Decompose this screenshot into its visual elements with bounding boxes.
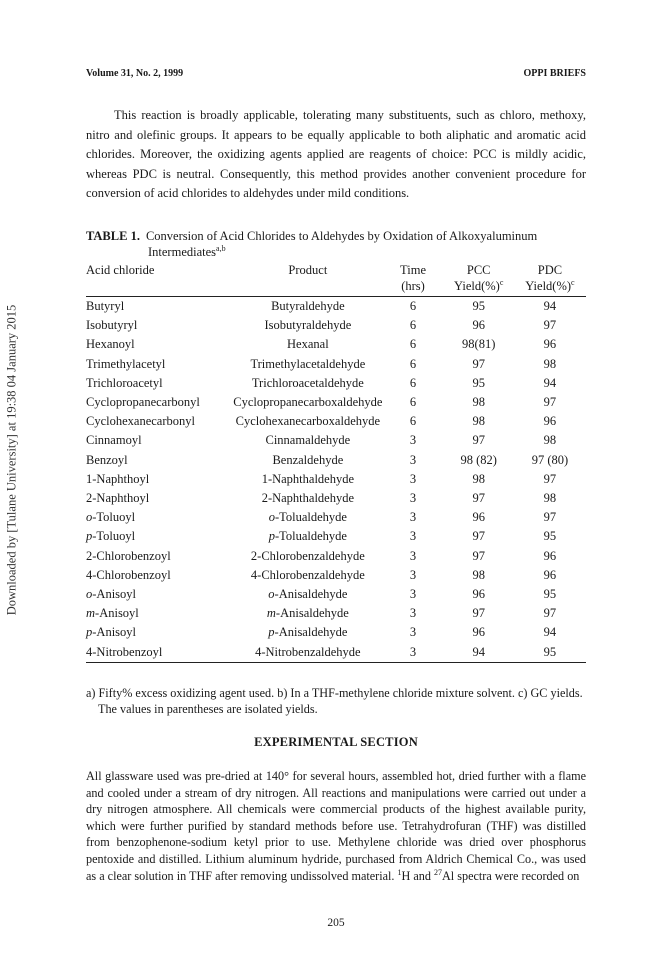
download-watermark	[0, 230, 24, 690]
running-header	[86, 68, 586, 84]
cell-acid-chloride: 4-Chlorobenzoyl	[86, 567, 171, 582]
cell-time: 6	[409, 414, 417, 429]
table-row	[86, 393, 586, 412]
header-acid-chloride: Acid chloride	[86, 263, 155, 277]
cell-pcc-yield: 97	[472, 491, 485, 506]
cell-acid-chloride: Isobutyryl	[86, 318, 138, 333]
cell-pdc-yield: 97	[543, 471, 557, 486]
table-row	[86, 643, 586, 663]
cell-time: 3	[409, 529, 417, 544]
header-row-1	[86, 262, 586, 278]
cell-product: 2-Chlorobenzaldehyde	[250, 548, 365, 563]
cell-time: 3	[382, 643, 443, 663]
cell-pdc-yield: 97	[543, 318, 557, 333]
cell-acid-chloride: Trichloroacetyl	[86, 375, 163, 390]
cell-time: 3	[409, 510, 417, 525]
cell-acid-chloride: Trimethylacetyl	[86, 356, 166, 371]
cell-product: 1-Naphthaldehyde	[261, 471, 355, 486]
cell-acid-chloride: Cinnamoyl	[86, 433, 142, 448]
cell-pdc-yield: 96	[543, 337, 557, 352]
cell-product: o-Tolualdehyde	[268, 510, 347, 525]
cell-time: 3	[409, 471, 417, 486]
cell-product: Cyclohexanecarboxaldehyde	[235, 414, 381, 429]
table-row	[86, 604, 586, 623]
cell-time: 6	[409, 395, 417, 410]
cell-pdc-yield: 94	[543, 299, 557, 313]
cell-product: o-Anisaldehyde	[268, 587, 348, 602]
table-footnote	[86, 685, 586, 717]
table-row	[86, 489, 586, 508]
cell-acid-chloride: Butyryl	[86, 299, 125, 313]
cell-product: Butyraldehyde	[271, 299, 345, 313]
page-number: 205	[327, 917, 345, 929]
cell-pcc-yield: 97	[472, 356, 485, 371]
results-table-body	[86, 297, 586, 663]
cell-pcc-yield: 98	[472, 567, 485, 582]
header-product: Product	[288, 263, 328, 277]
download-watermark-text: Downloaded by [Tulane University] at 19:38 04 January 2015	[4, 304, 19, 616]
cell-time: 3	[409, 567, 417, 582]
header-row-2	[86, 278, 586, 297]
cell-pcc-yield: 97	[472, 433, 485, 448]
cell-product: m-Anisaldehyde	[266, 606, 349, 621]
table-row	[86, 566, 586, 585]
table-row	[86, 623, 586, 642]
cell-time: 3	[409, 606, 417, 621]
cell-product: p-Anisaldehyde	[268, 625, 348, 640]
cell-acid-chloride: p-Anisoyl	[86, 625, 136, 640]
cell-acid-chloride: 4-Nitrobenzoyl	[86, 643, 233, 663]
cell-product: Trichloroacetaldehyde	[251, 375, 364, 390]
table-row	[86, 316, 586, 335]
journal-section: OPPI BRIEFS	[523, 68, 586, 79]
table-row	[86, 355, 586, 374]
cell-time: 3	[409, 587, 417, 602]
cell-pcc-yield: 98	[472, 414, 485, 429]
cell-acid-chloride: 2-Naphthoyl	[86, 491, 150, 506]
table-row	[86, 470, 586, 489]
cell-pdc-yield: 98	[543, 433, 557, 448]
cell-pcc-yield: 95	[472, 299, 485, 313]
cell-acid-chloride: p-Toluoyl	[86, 529, 136, 544]
cell-time: 3	[409, 433, 417, 448]
cell-time: 3	[409, 452, 417, 467]
cell-pcc-yield: 97	[472, 606, 485, 621]
cell-pdc-yield: 95	[543, 587, 557, 602]
cell-pcc-yield: 97	[472, 529, 485, 544]
cell-pdc-yield: 95	[543, 529, 557, 544]
cell-acid-chloride: Cyclohexanecarbonyl	[86, 414, 195, 429]
cell-acid-chloride: o-Anisoyl	[86, 587, 136, 602]
cell-pcc-yield: 98 (82)	[460, 452, 497, 467]
cell-product: Hexanal	[287, 337, 329, 352]
cell-time: 6	[409, 318, 417, 333]
cell-pdc-yield: 96	[543, 414, 557, 429]
cell-pdc-yield: 95	[514, 643, 586, 663]
table-row	[86, 431, 586, 450]
cell-acid-chloride: Hexanoyl	[86, 337, 135, 352]
header-pcc: PCC	[466, 263, 491, 277]
table-caption-sup: a,b	[216, 243, 226, 253]
cell-acid-chloride: 1-Naphthoyl	[86, 471, 150, 486]
cell-pcc-yield: 96	[472, 510, 485, 525]
cell-time: 6	[409, 356, 417, 371]
cell-pdc-yield: 97	[543, 395, 557, 410]
table-row	[86, 547, 586, 566]
header-time: Time	[400, 263, 426, 277]
table-caption-line2-wrap	[86, 244, 586, 260]
cell-time: 3	[409, 625, 417, 640]
table-caption-line2: Intermediates	[148, 245, 217, 259]
table-row	[86, 297, 586, 317]
cell-product: Benzaldehyde	[272, 452, 344, 467]
cell-product: 4-Chlorobenzaldehyde	[250, 567, 365, 582]
cell-pdc-yield: 97	[543, 606, 557, 621]
cell-pdc-yield: 98	[543, 356, 557, 371]
cell-pcc-yield: 96	[472, 587, 485, 602]
table-row	[86, 451, 586, 470]
cell-time: 6	[409, 375, 417, 390]
cell-acid-chloride: m-Anisoyl	[86, 606, 139, 621]
cell-pcc-yield: 94	[444, 643, 514, 663]
table-row	[86, 585, 586, 604]
cell-product: Isobutyraldehyde	[264, 318, 352, 333]
header-pdc: PDC	[537, 263, 563, 277]
cell-product: 4-Nitrobenzaldehyde	[233, 643, 382, 663]
table-row	[86, 374, 586, 393]
footnote-line2: The values in parentheses are isolated yields.	[98, 702, 318, 716]
cell-time: 3	[409, 491, 417, 506]
cell-time: 6	[409, 299, 417, 313]
cell-acid-chloride: 2-Chlorobenzoyl	[86, 548, 171, 563]
cell-pdc-yield: 94	[543, 625, 557, 640]
results-table	[86, 262, 586, 663]
cell-pcc-yield: 96	[472, 625, 485, 640]
cell-pcc-yield: 98(81)	[462, 337, 496, 352]
cell-pdc-yield: 97 (80)	[531, 452, 569, 467]
cell-pcc-yield: 95	[472, 375, 485, 390]
header-pcc-yield: Yield(%)$^c$	[444, 278, 514, 297]
table-row	[86, 527, 586, 546]
cell-pdc-yield: 96	[543, 548, 557, 563]
cell-pdc-yield: 94	[543, 375, 557, 390]
cell-product: Cinnamaldehyde	[265, 433, 351, 448]
header-time-unit: (hrs)	[382, 278, 443, 297]
cell-pcc-yield: 97	[472, 548, 485, 563]
cell-pdc-yield: 97	[543, 510, 557, 525]
cell-product: 2-Naphthaldehyde	[261, 491, 355, 506]
experimental-paragraph: All glassware used was pre-dried at 140° for several hours, assembled hot, dried further with a flame and cooled under a stream of dry nitrogen. All reactions and manipulations were carried out under a dry nitrogen atmosphere. All chemicals were commercial products of the highest available purity, which were further purified by standard methods before use. Tetrahydrofuran (THF) was distilled from benzophenone-sodium ketyl prior to use. Methylene chloride was dried over phosphorus pentoxide and distilled. Lithium aluminum hydride, purchased from Aldrich Chemical Co., was used as a clear solution in THF after removing undissolved material. $^1$H and $^{27}$Al spectra were recorded on	[86, 769, 586, 883]
table-caption	[86, 228, 586, 260]
journal-volume: Volume 31, No. 2, 1999	[86, 68, 184, 79]
cell-acid-chloride: Cyclopropanecarbonyl	[86, 395, 200, 410]
cell-time: 3	[409, 548, 417, 563]
results-table-head	[86, 262, 586, 297]
cell-pcc-yield: 98	[472, 471, 485, 486]
cell-pdc-yield: 96	[543, 567, 557, 582]
table-label: TABLE 1.	[86, 229, 140, 243]
table-row	[86, 412, 586, 431]
table-row	[86, 508, 586, 527]
section-heading: EXPERIMENTAL SECTION	[254, 735, 418, 749]
table-row	[86, 335, 586, 354]
footnote-line1: a) Fifty% excess oxidizing agent used. b) In a THF-methylene chloride mixture solvent. c) GC yields.	[86, 686, 583, 700]
cell-pcc-yield: 96	[472, 318, 485, 333]
cell-product: Trimethylacetaldehyde	[250, 356, 366, 371]
cell-pdc-yield: 98	[543, 491, 557, 506]
cell-acid-chloride: o-Toluoyl	[86, 510, 136, 525]
cell-product: p-Tolualdehyde	[268, 529, 347, 544]
header-pdc-yield: Yield(%)$^c$	[514, 278, 586, 297]
table-caption-line1: Conversion of Acid Chlorides to Aldehydes by Oxidation of Alkoxyaluminum	[145, 229, 538, 243]
cell-time: 6	[409, 337, 417, 352]
cell-product: Cyclopropanecarboxaldehyde	[233, 395, 383, 410]
cell-acid-chloride: Benzoyl	[86, 452, 128, 467]
intro-paragraph: This reaction is broadly applicable, tolerating many substituents, such as chloro, methoxy, nitro and olefinic groups. It appears to be equally applicable to both aliphatic and aromatic acid chlorides. Moreover, the oxidizing agents applied are reagents of choice: PCC is mildly acidic, whereas PDC is neutral. Consequently, this method provides another convenient procedure for conversion of acid chlorides to aldehydes under mild conditions.	[86, 108, 586, 200]
cell-pcc-yield: 98	[472, 395, 485, 410]
